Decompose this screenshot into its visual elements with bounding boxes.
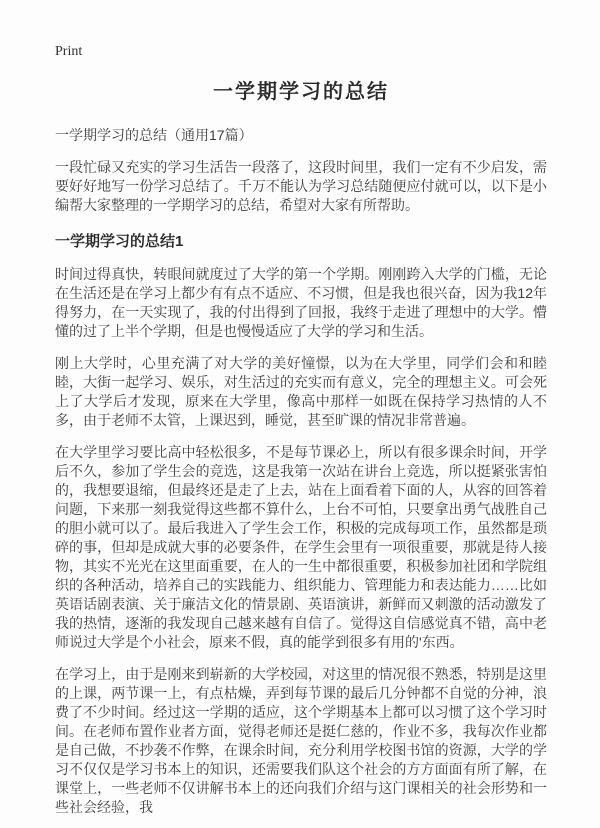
intro-paragraph: 一段忙碌又充实的学习生活告一段落了，这段时间里，我们一定有不少启发，需要好好地写一份学习总结了。千万不能认为学习总结随便应付就可以，以下是小编帮大家整理的一学期学习的总结，希望对大家有所帮助。: [55, 159, 547, 213]
body-paragraph: 时间过得真快，转眼间就度过了大学的第一个学期。刚刚跨入大学的门槛，无论在生活还是在学习上都少有有点不适应、不习惯，但是我也很兴奋，因为我12年得努力，在一天实现了，我的付出得到了回报，我终于走进了理想中的大学。懵懂的过了上半个学期，但是也慢慢适应了大学的学习和生活。: [55, 266, 547, 339]
article-subtitle: 一学期学习的总结（通用17篇）: [55, 127, 253, 143]
body-paragraph: 刚上大学时，心里充满了对大学的美好憧憬，以为在大学里，同学们会和和睦睦，大街一起学习、娱乐，对生活过的充实而有意义，完全的理想主义。可会死上了大学后才发现，原来在大学里，像高中那样一如既在保持学习热情的人不多，由于老师不太管，上课迟到，睡觉，甚至旷课的情况非常普遍。: [55, 355, 547, 428]
page-title: 一学期学习的总结: [213, 81, 389, 103]
print-link[interactable]: Print: [55, 44, 83, 59]
body-paragraph: 在大学里学习要比高中轻松很多，不是每节课必上，所以有很多课余时间，开学后不久，参加了学生会的竞选，这是我第一次站在讲台上竞选，所以挺紧张害怕的，我想要退缩，但最终还是走了上去，站在上面看着下面的人，从容的回答着问题，下来那一刻我觉得这些都不算什么，上台不可怕，只要拿出勇气战胜自己的胆小就可以了。最后我进入了学生会工作，积极的完成每项工作，虽然都是琐碎的事，但却是成就大事的必要条件，在学生会里有一项很重要，那就是待人接物，其实不光光在这里面重要，在人的一生中都很重要，积极参加社团和学院组织的各种活动，培养自己的实践能力、组织能力、管理能力和表达能力……比如英语话剧表演、关于廉洁文化的情景剧、英语演讲，新鲜而又刺激的活动激发了我的热情，逐渐的我发现自己越来越有自信了。觉得这自信感觉真不错，高中老师说过大学是个小社会，原来不假，真的能学到很多有用的'东西。: [55, 444, 547, 650]
section-heading: 一学期学习的总结1: [55, 233, 184, 250]
body-paragraph: 在学习上，由于是刚来到崭新的大学校园，对这里的情况很不熟悉，特别是这里的上课，两节课一上，有点枯燥，弄到每节课的最后几分钟都不自觉的分神，浪费了不少时间。经过这一学期的适应，这个学期基本上都可以习惯了这个学习时间。在老师布置作业者方面，觉得老师还是挺仁慈的，作业不多，我每次作业都是自己做，不抄袭不作弊，在课余时间，充分利用学校图书馆的资源，大学的学习不仅仅是学习书本上的知识，还需要我们队这个社会的方方面面有所了解，在课堂上，一些老师不仅讲解书本上的还向我们介绍与这门课相关的社会形势和一些社会经验，我: [55, 666, 547, 815]
